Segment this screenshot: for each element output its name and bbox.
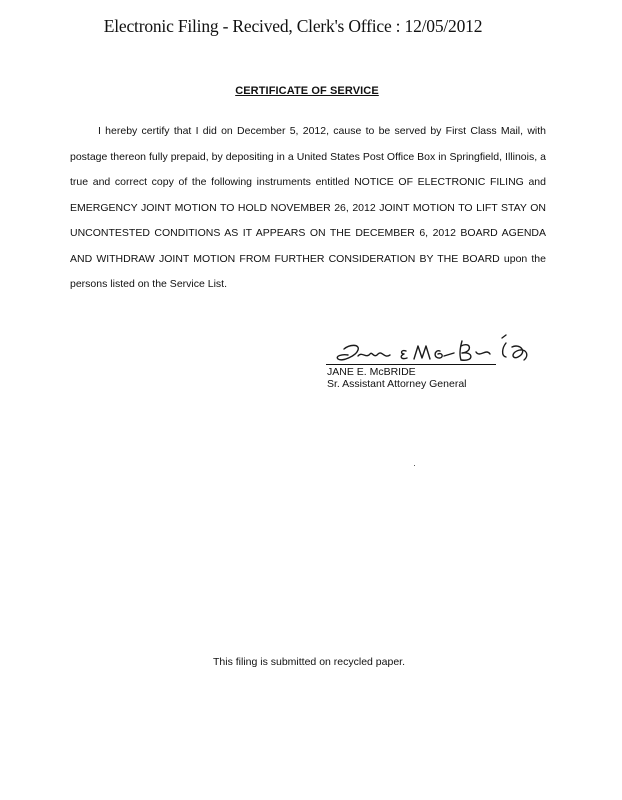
document-title: CERTIFICATE OF SERVICE	[235, 85, 379, 97]
signature-line	[326, 364, 496, 365]
recycled-paper-note: This filing is submitted on recycled paper.	[212, 656, 405, 668]
signer-name: JANE E. McBRIDE	[327, 366, 416, 378]
signer-title: Sr. Assistant Attorney General	[327, 378, 467, 390]
scan-speck	[414, 465, 415, 466]
filing-stamp: Electronic Filing - Recived, Clerk's Office : 12/05/2012	[103, 16, 483, 36]
certificate-body: I hereby certify that I did on December 5, 2012, cause to be served by First Class Mail, with postage thereon fully prepaid, by depositing in a United States Post Office Box in Springfield, Illinois, a true and correct copy of the following instruments entitled NOTICE OF ELECTRONIC FILING and EMERGENCY JOINT MOTION TO HOLD NOVEMBER 26, 2012 JOINT MOTION TO LIFT STAY ON UNCONTESTED CONDITIONS AS IT APPEARS ON THE DECEMBER 6, 2012 BOARD AGENDA AND WITHDRAW JOINT MOTION FROM FURTHER CONSIDERATION BY THE BOARD upon the persons listed on the Service List.	[70, 125, 546, 290]
